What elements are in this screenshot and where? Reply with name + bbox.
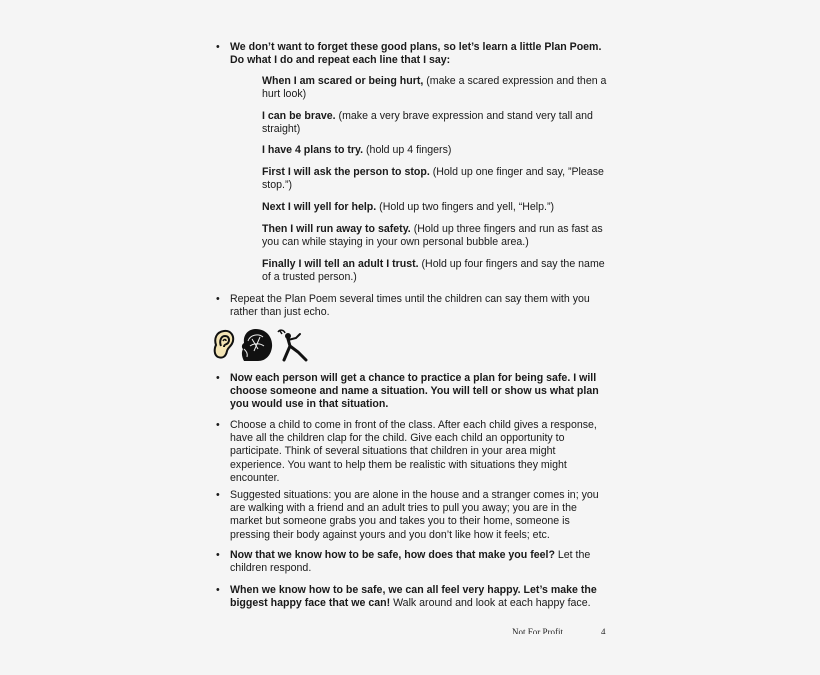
bullet-practice-plan	[216, 372, 610, 412]
bullet-how-feel	[216, 549, 610, 575]
poem-line-bold: I can be brave.	[262, 110, 336, 122]
bullet-text: Suggested situations: you are alone in the house and a stranger comes in; you are walking with a friend and an adult tries to pull you away; you are in the market but someone grabs you and takes you to their home, someone is pressing their body against yours and you don’t like how it feels; etc.	[230, 489, 599, 541]
bullet-text: Let the children respond.	[230, 549, 591, 575]
poem-line-2	[262, 110, 612, 136]
poem-line-bold: First I will ask the person to stop.	[262, 166, 430, 178]
bullet-marker: •	[216, 584, 220, 596]
poem-line-4	[262, 166, 612, 192]
bullet-plan-poem-intro	[216, 41, 610, 67]
bullet-choose-child	[216, 419, 610, 485]
bullet-text: Choose a child to come in front of the class. After each child gives a response, have all the children clap for the child. Give each child an opportunity to participate. Think of several situations that children in your area might experience. You want to help them be realistic with situations they might encounter.	[230, 419, 597, 484]
bullet-bold-text: We don’t want to forget these good plans, so let’s learn a little Plan Poem. Do what I do and repeat each line that I say:	[230, 41, 602, 67]
poem-line-instruction: (make a very brave expression and stand very tall and straight)	[262, 110, 593, 136]
page-number: 4	[601, 627, 606, 634]
head-brain-icon	[238, 327, 274, 363]
bullet-marker: •	[216, 489, 220, 501]
bullet-marker: •	[216, 419, 220, 431]
bullet-bold-text: When we know how to be safe, we can all feel very happy. Let’s make the biggest happy face that we can!	[230, 584, 597, 610]
bullet-bold-text: Now each person will get a chance to practice a plan for being safe. I will choose someone and name a situation. You will tell or show us what plan you would use in that situation.	[230, 372, 599, 411]
poem-line-bold: Then I will run away to safety.	[262, 223, 411, 235]
poem-line-instruction: (Hold up one finger and say, ”Please stop.”)	[262, 166, 604, 192]
poem-line-bold: I have 4 plans to try.	[262, 144, 364, 156]
bullet-bold-text: Now that we know how to be safe, how does that make you feel?	[230, 549, 555, 561]
bullet-text: Walk around and look at each happy face.	[390, 597, 591, 610]
bullet-marker: •	[216, 549, 220, 561]
poem-line-bold: When I am scared or being hurt,	[262, 75, 424, 87]
poem-line-bold: Next I will yell for help.	[262, 201, 377, 213]
poem-line-3	[262, 144, 612, 157]
bullet-marker: •	[216, 372, 220, 384]
activity-icons	[212, 327, 308, 363]
poem-line-instruction: (Hold up four fingers and say the name of a trusted person.)	[262, 258, 605, 284]
stretching-figure-icon	[276, 328, 308, 362]
poem-line-7	[262, 258, 612, 284]
bullet-happy-face	[216, 584, 610, 610]
poem-line-6	[262, 223, 612, 249]
bullet-marker: •	[216, 41, 220, 53]
bullet-text: Repeat the Plan Poem several times until the children can say them with you rather than just echo.	[230, 293, 590, 319]
ear-icon	[212, 329, 236, 361]
footer-not-for-profit: Not For Profit	[512, 627, 564, 634]
poem-line-5	[262, 201, 612, 214]
poem-line-instruction: (Hold up three fingers and run as fast as you can while staying in your own personal bubble area.)	[262, 223, 603, 249]
poem-line-1	[262, 75, 612, 101]
poem-line-bold: Finally I will tell an adult I trust.	[262, 258, 419, 270]
poem-line-instruction: (Hold up two fingers and yell, “Help.”)	[376, 201, 555, 213]
bullet-repeat-poem	[216, 293, 610, 319]
bullet-suggested-situations	[216, 489, 610, 542]
poem-line-instruction: (make a scared expression and then a hurt look)	[262, 75, 607, 101]
bullet-marker: •	[216, 293, 220, 305]
poem-line-instruction: (hold up 4 fingers)	[363, 144, 452, 156]
